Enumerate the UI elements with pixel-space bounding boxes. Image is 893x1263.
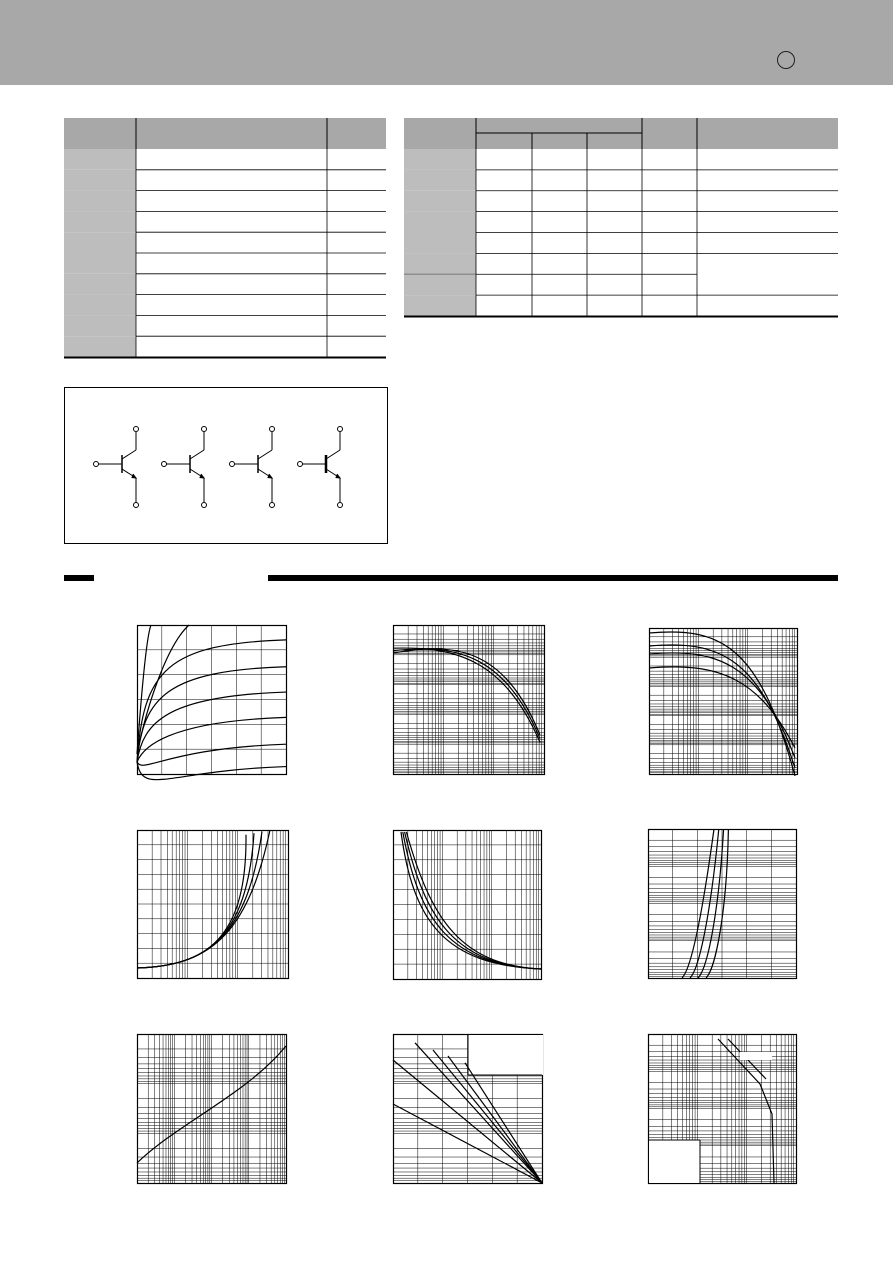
base-terminal: [298, 462, 303, 467]
table-row-label-cell: [404, 170, 476, 191]
collector-lead: [122, 450, 136, 459]
table-row-label-cell: [64, 149, 136, 170]
graph-label-box: [740, 1052, 772, 1060]
emitter-arrow: [268, 474, 273, 478]
collector-terminal: [338, 427, 343, 432]
graph-frame: [394, 831, 542, 980]
collector-lead: [326, 450, 340, 459]
base-terminal: [94, 462, 99, 467]
curve: [137, 625, 189, 754]
collector-lead: [190, 450, 204, 459]
table-row-label-cell: [404, 274, 476, 295]
table-row-label-cell: [404, 233, 476, 254]
graph-3: [649, 628, 798, 776]
graph-frame: [138, 831, 289, 979]
table-row-label-cell: [64, 336, 136, 357]
emitter-terminal: [270, 503, 275, 508]
transistor-symbol: [94, 427, 139, 508]
graph-8: [393, 1034, 543, 1184]
collector-terminal: [270, 427, 275, 432]
equivalent-circuit: [65, 388, 388, 544]
graph-frame: [650, 629, 798, 775]
emitter-arrow: [336, 474, 341, 478]
curve: [393, 648, 540, 742]
table-row-label-cell: [64, 232, 136, 253]
table-row-label-cell: [64, 211, 136, 232]
table-row-label-cell: [64, 253, 136, 274]
table-row-label-cell: [404, 212, 476, 233]
transistor-symbol: [230, 427, 275, 508]
emitter-terminal: [202, 503, 207, 508]
table-row-label-cell: [64, 274, 136, 295]
table-row-label-cell: [64, 315, 136, 336]
ratings-table-header: [64, 118, 386, 149]
table-row-label-cell: [404, 253, 476, 274]
curve: [137, 832, 262, 968]
graph-9: [648, 1034, 797, 1184]
base-terminal: [230, 462, 235, 467]
table-row-label-cell: [64, 295, 136, 316]
electrical-table: [404, 118, 838, 317]
graph-2: [393, 625, 545, 775]
graph-legend-box: [649, 1140, 700, 1183]
ratings-table: [64, 118, 386, 358]
transistor-symbol: [298, 427, 343, 508]
table-row-label-cell: [404, 191, 476, 212]
table-row-label-cell: [404, 295, 476, 316]
curve: [137, 830, 270, 968]
curve: [393, 649, 540, 735]
graph-7: [137, 1034, 287, 1184]
emitter-arrow: [200, 474, 205, 478]
collector-lead: [258, 450, 272, 459]
graph-4: [137, 830, 289, 979]
transistor-symbol: [162, 427, 207, 508]
emitter-arrow: [132, 474, 137, 478]
graph-legend-box: [468, 1035, 543, 1075]
table-row-label-cell: [64, 170, 136, 191]
curve: [718, 1039, 774, 1183]
collector-terminal: [202, 427, 207, 432]
graph-6: [648, 829, 797, 979]
emitter-terminal: [338, 503, 343, 508]
emitter-terminal: [134, 503, 139, 508]
graph-5: [393, 830, 542, 980]
circuit-frame: [65, 388, 388, 544]
graph-1: [137, 625, 287, 780]
table-row-label-cell: [64, 191, 136, 212]
collector-terminal: [134, 427, 139, 432]
table-row-label-cell: [404, 149, 476, 170]
base-terminal: [162, 462, 167, 467]
curve: [465, 1063, 542, 1183]
graph-frame: [138, 1035, 287, 1184]
curve: [137, 833, 254, 968]
